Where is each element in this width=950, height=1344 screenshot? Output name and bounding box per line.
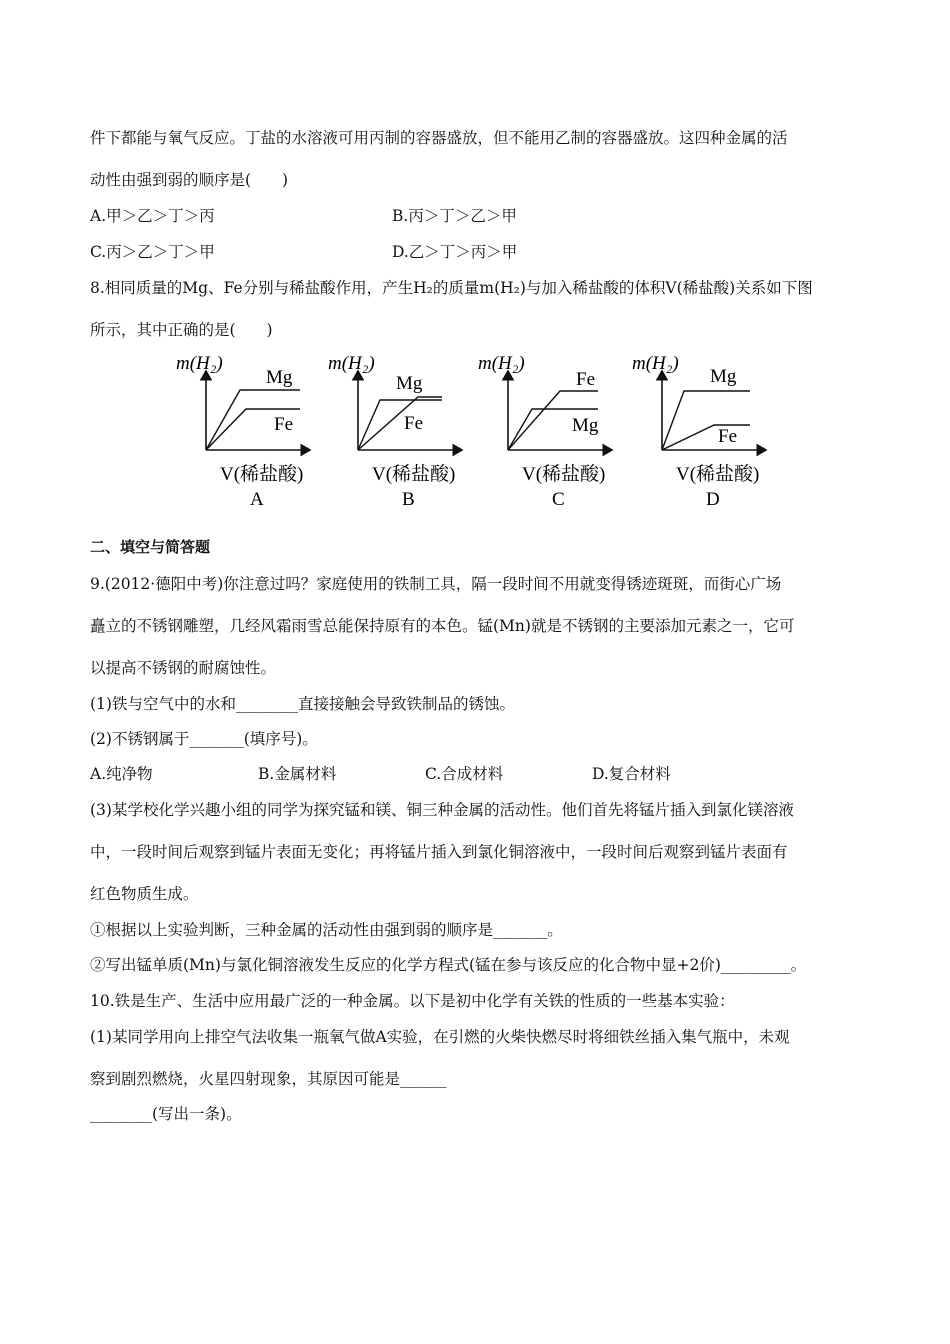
q7-text-line2: 动性由强到弱的顺序是( ): [90, 171, 289, 189]
q9-option-b: B.金属材料: [258, 765, 337, 783]
graph-a-xlabel: V(稀盐酸): [220, 464, 304, 485]
graph-d: [632, 353, 766, 510]
graph-b-letter: B: [402, 489, 415, 510]
graph-d-xlabel: V(稀盐酸): [676, 464, 760, 485]
graph-b-upper-label: Mg: [396, 373, 423, 394]
q7-option-d: D.乙＞丁＞丙＞甲: [392, 243, 518, 261]
q8-graphs-figure: [170, 345, 790, 515]
graph-a-ylabel: m(H₂): [176, 353, 223, 374]
q9-option-a: A.纯净物: [90, 765, 153, 783]
q9-sub2: ②写出锰单质(Mn)与氯化铜溶液发生反应的化学方程式(锰在参与该反应的化合物中显+2价)_________。: [90, 956, 807, 974]
q7-option-b: B.丙＞丁＞乙＞甲: [392, 207, 517, 225]
q9-sub1: ①根据以上实验判断，三种金属的活动性由强到弱的顺序是_______。: [90, 921, 563, 939]
graph-b-xlabel: V(稀盐酸): [372, 464, 456, 485]
q9-part3-line2: 中，一段时间后观察到锰片表面无变化；再将锰片插入到氯化铜溶液中，一段时间后观察到锰片表面有: [90, 843, 788, 861]
q10-part1-line3: ________(写出一条)。: [90, 1105, 242, 1123]
q7-text-line1: 件下都能与氧气反应。丁盐的水溶液可用丙制的容器盛放，但不能用乙制的容器盛放。这四种金属的活: [90, 129, 788, 147]
q9-part3-line3: 红色物质生成。: [90, 885, 199, 903]
q9-part3-line1: (3)某学校化学兴趣小组的同学为探究锰和镁、铜三种金属的活动性。他们首先将锰片插入到氯化镁溶液: [90, 801, 794, 819]
q9-option-d: D.复合材料: [592, 765, 671, 783]
q8-text-line1: 8.相同质量的Mg、Fe分别与稀盐酸作用，产生H₂的质量m(H₂)与加入稀盐酸的体积V(稀盐酸)关系如下图: [90, 279, 813, 297]
q9-text-line1: 9.(2012·德阳中考)你注意过吗？家庭使用的铁制工具，隔一段时间不用就变得锈迹斑斑，而街心广场: [90, 575, 782, 593]
graph-d-ylabel: m(H₂): [632, 353, 679, 374]
graph-c-upper-label: Fe: [576, 369, 595, 390]
q9-text-line3: 以提高不锈钢的耐腐蚀性。: [90, 659, 277, 677]
graph-c-letter: C: [552, 489, 565, 510]
q9-part1: (1)铁与空气中的水和________直接接触会导致铁制品的锈蚀。: [90, 695, 515, 713]
graph-b-mg-line: [358, 400, 442, 450]
graph-d-lower-label: Fe: [718, 426, 737, 447]
graph-a-letter: A: [250, 489, 264, 510]
q7-option-c: C.丙＞乙＞丁＞甲: [90, 243, 215, 261]
q9-text-line2: 矗立的不锈钢雕塑，几经风霜雨雪总能保持原有的本色。锰(Mn)就是不锈钢的主要添加元素之一，它可: [90, 617, 795, 635]
graph-c-xlabel: V(稀盐酸): [522, 464, 606, 485]
graph-b-ylabel: m(H₂): [328, 353, 375, 374]
q10-part1-line1: (1)某同学用向上排空气法收集一瓶氧气做A实验，在引燃的火柴快燃尽时将细铁丝插入集气瓶中，未观: [90, 1028, 790, 1046]
graph-c: [478, 353, 612, 510]
graph-b-fe-line: [358, 397, 442, 450]
graph-a-upper-label: Mg: [266, 367, 293, 388]
q7-option-a: A.甲＞乙＞丁＞丙: [90, 207, 215, 225]
q8-text-line2: 所示，其中正确的是( ): [90, 321, 273, 339]
graph-a: [176, 353, 310, 510]
graph-c-ylabel: m(H₂): [478, 353, 525, 374]
q9-part2: (2)不锈钢属于_______(填序号)。: [90, 730, 318, 748]
graph-a-lower-label: Fe: [274, 414, 293, 435]
graph-c-lower-label: Mg: [572, 415, 599, 436]
section-heading: 二、填空与简答题: [90, 538, 211, 556]
q9-option-c: C.合成材料: [425, 765, 504, 783]
graph-d-upper-label: Mg: [710, 366, 737, 387]
graph-b: [328, 353, 462, 510]
graph-b-lower-label: Fe: [404, 413, 423, 434]
q10-part1-line2: 察到剧烈燃烧，火星四射现象，其原因可能是______: [90, 1070, 447, 1088]
graph-d-letter: D: [706, 489, 720, 510]
q10-text-line1: 10.铁是生产、生活中应用最广泛的一种金属。以下是初中化学有关铁的性质的一些基本实验：: [90, 992, 735, 1010]
